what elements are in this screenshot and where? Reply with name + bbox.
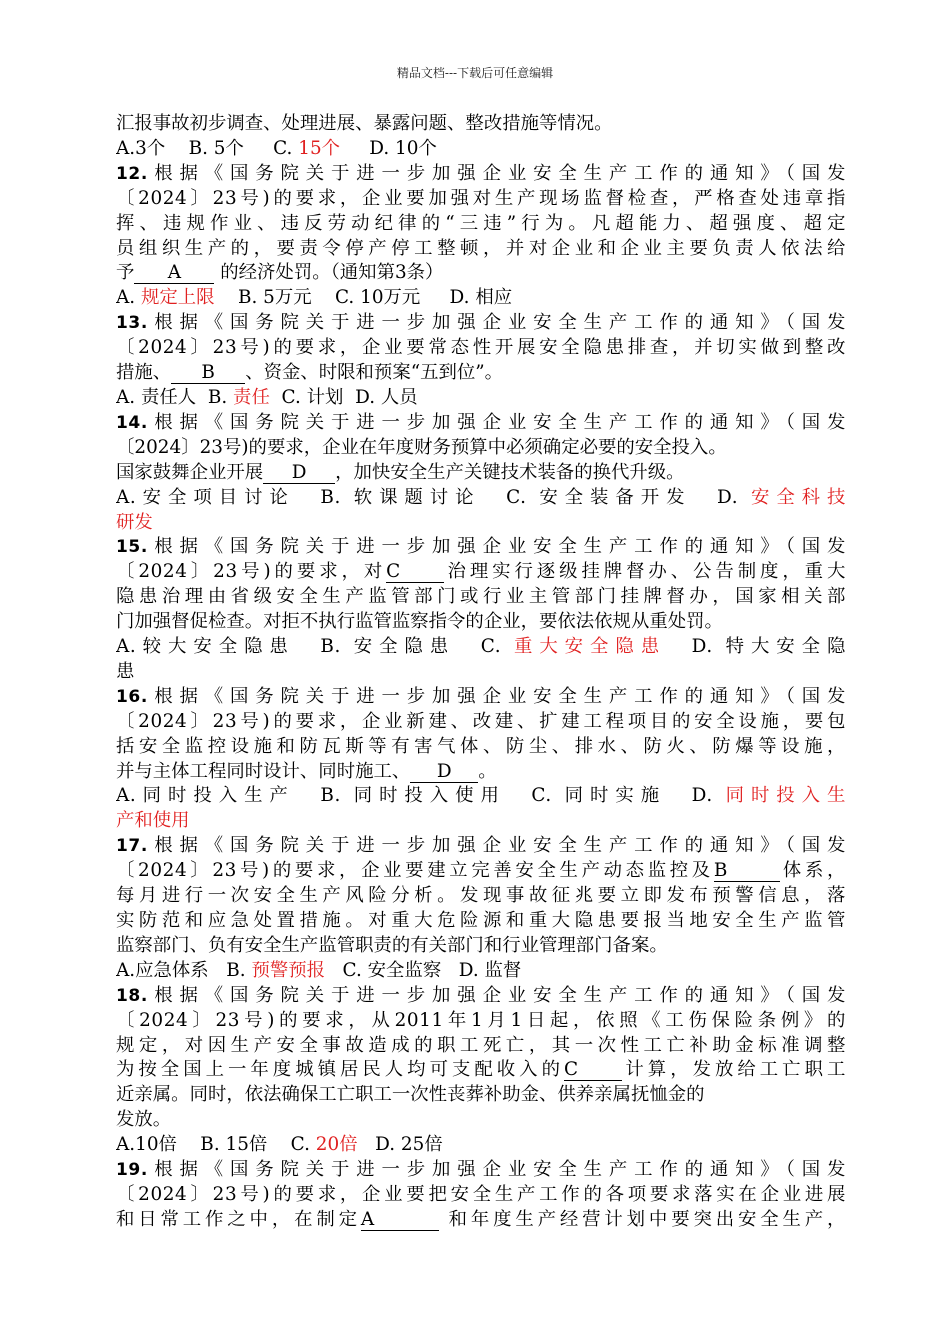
text-segment: 的经济处罚。（通知第3条） bbox=[214, 262, 444, 284]
text-line bbox=[116, 1009, 846, 1034]
text-segment: A.同时投入生产 B. 同时投入使用 C. 同时实施 D. bbox=[116, 785, 726, 807]
correct-answer: 预警预报 bbox=[251, 959, 326, 981]
text-segment: 国家鼓舞企业开展 bbox=[116, 461, 264, 483]
text-line bbox=[116, 286, 846, 311]
text-line bbox=[116, 909, 846, 934]
correct-answer: 同时投入生 bbox=[725, 785, 846, 807]
text-line bbox=[116, 386, 846, 411]
text-segment: 并与主体工程同时设计、同时施工、 bbox=[116, 760, 411, 782]
text-segment: A.应急体系 B. bbox=[116, 959, 252, 981]
correct-answer: 15个 bbox=[298, 137, 341, 159]
page-header: 精品文档---下载后可任意编辑 bbox=[396, 66, 554, 80]
text-line bbox=[116, 784, 846, 809]
text-segment: 和年度生产经营计划中要突出安全生产， bbox=[438, 1208, 846, 1230]
text-segment: 门加强督促检查。对拒不执行监管监察指令的企业，要依法依规从重处罚。 bbox=[116, 611, 723, 633]
answer-blank: C bbox=[386, 562, 444, 583]
text-segment: 根据《国务院关于进一步加强企业安全生产工作的通知》（国发 bbox=[147, 411, 846, 433]
answer-blank: A bbox=[361, 1210, 439, 1231]
text-segment: 为按全国上一年度城镇居民人均可支配收入的 bbox=[116, 1059, 564, 1081]
text-segment: 体系， bbox=[779, 860, 846, 882]
question-number: 17. bbox=[116, 836, 148, 857]
text-line bbox=[116, 635, 846, 660]
text-segment: 隐患治理由省级安全生产监管部门或行业主管部门挂牌督办，国家相关部 bbox=[116, 586, 846, 608]
text-line bbox=[116, 1108, 846, 1133]
text-segment: 根据《国务院关于进一步加强企业安全生产工作的通知》（国发 bbox=[147, 1159, 846, 1181]
text-line bbox=[116, 112, 846, 137]
text-line bbox=[116, 1158, 846, 1183]
text-line bbox=[116, 884, 846, 909]
text-line bbox=[116, 411, 846, 436]
text-segment: 根据《国务院关于进一步加强企业安全生产工作的通知》（国发 bbox=[147, 312, 846, 334]
text-line bbox=[116, 809, 846, 834]
text-segment: ，加快安全生产关键技术装备的换代升级。 bbox=[335, 461, 685, 483]
text-line bbox=[116, 1058, 846, 1083]
text-segment: 〔2024〕23号)的要求，企业要把安全生产工作的各项要求落实在企业进展 bbox=[116, 1183, 846, 1205]
text-segment: 发放。 bbox=[116, 1109, 172, 1131]
question-number: 18. bbox=[116, 985, 148, 1006]
text-line bbox=[116, 735, 846, 760]
text-segment: 员组织生产的，要责令停产停工整顿，并对企业和企业主要负责人依法给 bbox=[116, 237, 846, 259]
text-line bbox=[116, 137, 846, 162]
text-segment: 〔2024〕23号)的要求，对 bbox=[116, 561, 387, 583]
text-line bbox=[116, 1183, 846, 1208]
text-line bbox=[116, 1034, 846, 1059]
text-segment: B. 5万元 C. 10万元 D. 相应 bbox=[214, 287, 513, 309]
text-segment: C. 计划 D. 人员 bbox=[269, 386, 418, 408]
text-segment: A.安全项目讨论 B. 软课题讨论 C. 安全装备开发 D. bbox=[116, 486, 751, 508]
text-line bbox=[116, 934, 846, 959]
text-segment: 规定，对因生产安全事故造成的职工死亡，其一次性工亡补助金标准调整 bbox=[116, 1034, 846, 1056]
question-number: 14. bbox=[116, 412, 148, 433]
text-segment: D. 特大安全隐 bbox=[666, 636, 846, 658]
question-number: 16. bbox=[116, 686, 148, 707]
text-line bbox=[116, 162, 846, 187]
text-segment: A.10倍 B. 15倍 C. bbox=[116, 1134, 316, 1156]
text-segment: A.3个 B. 5个 C. bbox=[116, 137, 299, 159]
text-segment: A. 责任人 B. bbox=[116, 386, 234, 408]
text-segment: A. bbox=[116, 287, 141, 309]
text-line bbox=[116, 610, 846, 635]
question-number: 12. bbox=[116, 163, 148, 184]
text-segment: 根据《国务院关于进一步加强企业安全生产工作的通知》（国发 bbox=[147, 835, 846, 857]
answer-blank: B bbox=[171, 363, 245, 384]
text-line bbox=[116, 1133, 846, 1158]
text-line bbox=[116, 585, 846, 610]
text-line bbox=[116, 535, 846, 560]
text-segment: 根据《国务院关于进一步加强企业安全生产工作的通知》（国发 bbox=[147, 536, 846, 558]
answer-blank: B bbox=[714, 861, 780, 882]
text-segment: 计算，发放给工亡职工 bbox=[621, 1059, 846, 1081]
text-line bbox=[116, 511, 846, 536]
answer-blank: A bbox=[134, 263, 214, 284]
text-line bbox=[116, 660, 846, 685]
document-body bbox=[116, 112, 846, 1233]
text-line bbox=[116, 859, 846, 884]
text-line bbox=[116, 1208, 846, 1233]
text-segment: 。 bbox=[478, 760, 497, 782]
text-segment: 〔2024〕23号)的要求，企业要加强对生产现场监督检查，严格查处违章指 bbox=[116, 187, 846, 209]
correct-answer: 规定上限 bbox=[140, 287, 215, 309]
text-segment: 措施、 bbox=[116, 362, 172, 384]
text-line bbox=[116, 710, 846, 735]
text-segment: 汇报事故初步调查、处理进展、暴露问题、整改措施等情况。 bbox=[116, 113, 613, 134]
text-segment: 、资金、时限和预案“五到位”。 bbox=[245, 362, 504, 384]
text-line bbox=[116, 336, 846, 361]
text-line bbox=[116, 984, 846, 1009]
text-line bbox=[116, 834, 846, 859]
text-segment: 〔2024〕23号)的要求，企业在年度财务预算中必须确定必要的安全投入。 bbox=[116, 436, 727, 458]
answer-blank: C bbox=[564, 1060, 622, 1081]
text-segment: 括安全监控设施和防瓦斯等有害气体、防尘、排水、防火、防爆等设施， bbox=[116, 735, 846, 757]
text-line bbox=[116, 212, 846, 237]
question-number: 13. bbox=[116, 313, 148, 334]
correct-answer: 研发 bbox=[116, 511, 153, 533]
text-line bbox=[116, 685, 846, 710]
text-segment: 监察部门、负有安全生产监管职责的有关部门和行业管理部门备案。 bbox=[116, 934, 668, 956]
question-number: 19. bbox=[116, 1160, 148, 1181]
text-line bbox=[116, 461, 846, 486]
text-segment: 治理实行逐级挂牌督办、公告制度，重大 bbox=[444, 561, 846, 583]
text-line bbox=[116, 187, 846, 212]
text-segment: 根据《国务院关于进一步加强企业安全生产工作的通知》（国发 bbox=[147, 685, 846, 707]
text-segment: 〔2024〕23号)的要求，企业要建立完善安全生产动态监控及 bbox=[116, 860, 714, 882]
text-segment: 实防范和应急处置措施。对重大危险源和重大隐患要报当地安全生产监管 bbox=[116, 910, 846, 931]
text-segment: 〔2024〕23号)的要求，企业新建、改建、扩建工程项目的安全设施，要包 bbox=[116, 710, 846, 732]
text-segment: 〔2024〕23号)的要求，从2011年1月1日起，依照《工伤保险条例》的 bbox=[116, 1009, 846, 1031]
text-segment: 根据《国务院关于进一步加强企业安全生产工作的通知》（国发 bbox=[147, 162, 846, 184]
text-segment: D. 10个 bbox=[340, 137, 437, 159]
text-line bbox=[116, 436, 846, 461]
text-line bbox=[116, 361, 846, 386]
correct-answer: 20倍 bbox=[315, 1134, 358, 1156]
text-line bbox=[116, 959, 846, 984]
text-line bbox=[116, 760, 846, 785]
question-number: 15. bbox=[116, 537, 148, 558]
text-segment: 挥、违规作业、违反劳动纪律的“三违”行为。凡超能力、超强度、超定 bbox=[116, 212, 846, 234]
text-segment: C. 安全监察 D. 监督 bbox=[325, 959, 522, 981]
text-segment: 〔2024〕23号)的要求，企业要常态性开展安全隐患排查，并切实做到整改 bbox=[116, 337, 846, 359]
answer-blank: D bbox=[410, 762, 478, 783]
text-line bbox=[116, 486, 846, 511]
text-segment: 和日常工作之中，在制定 bbox=[116, 1208, 361, 1230]
correct-answer: 安全科技 bbox=[750, 486, 846, 508]
text-segment: 予 bbox=[116, 262, 135, 284]
text-line bbox=[116, 237, 846, 262]
text-line bbox=[116, 261, 846, 286]
text-line bbox=[116, 560, 846, 585]
text-segment: 近亲属。同时，依法确保工亡职工一次性丧葬补助金、供养亲属抚恤金的 bbox=[116, 1084, 705, 1106]
correct-answer: 产和使用 bbox=[116, 810, 190, 832]
text-line bbox=[116, 311, 846, 336]
text-segment: A.较大安全隐患 B. 安全隐患 C. bbox=[116, 636, 514, 658]
text-segment: 根据《国务院关于进一步加强企业安全生产工作的通知》（国发 bbox=[147, 984, 846, 1006]
text-segment: 患 bbox=[116, 660, 135, 682]
correct-answer: 重大安全隐患 bbox=[513, 636, 667, 658]
text-segment: D. 25倍 bbox=[357, 1134, 443, 1156]
text-segment: 每月进行一次安全生产风险分析。发现事故征兆要立即发布预警信息，落 bbox=[116, 885, 846, 907]
text-line bbox=[116, 1083, 846, 1108]
correct-answer: 责任 bbox=[233, 386, 270, 408]
answer-blank: D bbox=[263, 463, 335, 484]
